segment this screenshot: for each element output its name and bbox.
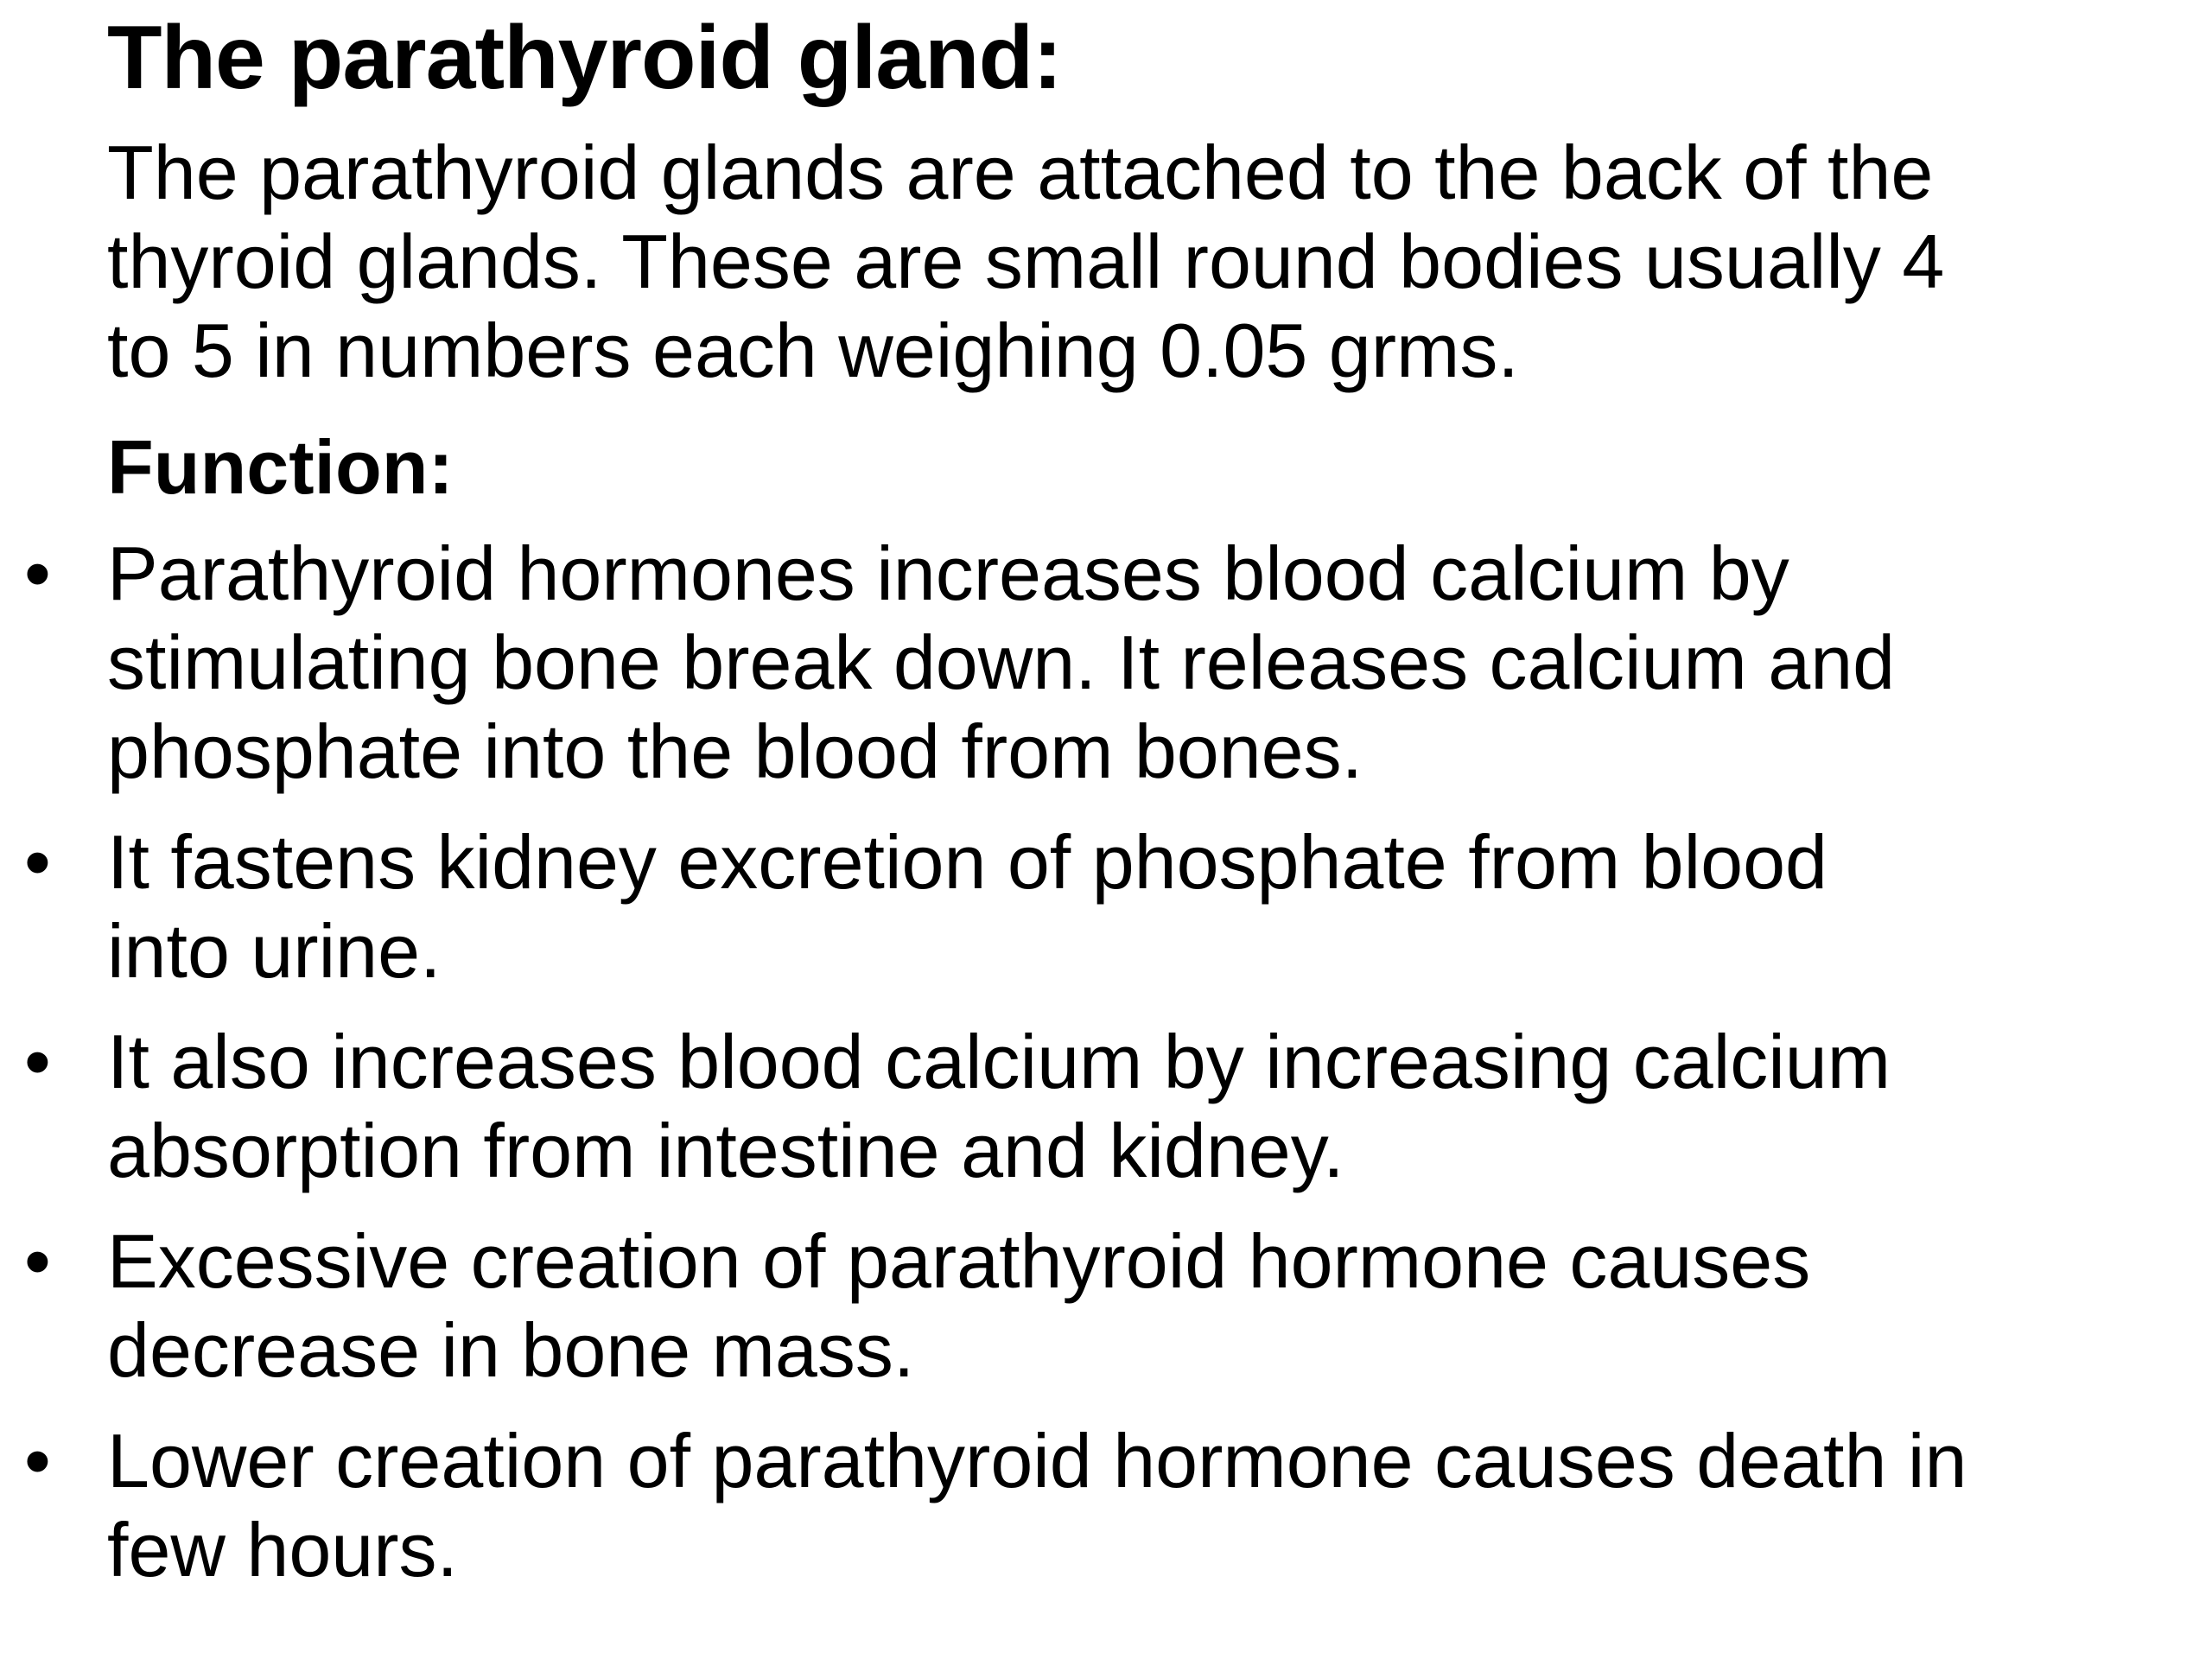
slide-title: The parathyroid gland: (107, 8, 1062, 108)
bullet-line: few hours. (107, 1507, 458, 1592)
bullet-item (0, 817, 2212, 995)
bullet-line: into urine. (107, 908, 442, 994)
intro-line: thyroid glands. These are small round bodies usually 4 (107, 219, 1945, 304)
intro-line: to 5 in numbers each weighing 0.05 grms. (107, 308, 1519, 393)
bullet-line: Excessive creation of parathyroid hormone causes (107, 1218, 1811, 1304)
bullet-line: Parathyroid hormones increases blood calcium by (107, 531, 1789, 616)
bullet-item (0, 529, 2212, 796)
function-bullet-list (0, 529, 2212, 1616)
bullet-dot: • (24, 531, 51, 616)
bullet-dot: • (24, 819, 51, 905)
function-heading: Function: (107, 424, 454, 510)
bullet-line: It also increases blood calcium by increasing calcium (107, 1019, 1891, 1104)
bullet-dot: • (24, 1019, 51, 1104)
bullet-line: phosphate into the blood from bones. (107, 709, 1363, 794)
bullet-item (0, 1217, 2212, 1395)
bullet-dot: • (24, 1218, 51, 1304)
bullet-line: decrease in bone mass. (107, 1307, 915, 1393)
bullet-line: stimulating bone break down. It releases calcium and (107, 620, 1896, 705)
bullet-line: absorption from intestine and kidney. (107, 1108, 1344, 1193)
bullet-dot: • (24, 1418, 51, 1503)
bullet-line: It fastens kidney excretion of phosphate from blood (107, 819, 1827, 905)
intro-line: The parathyroid glands are attached to the back of the (107, 130, 1934, 215)
intro-paragraph (107, 128, 2198, 395)
bullet-line: Lower creation of parathyroid hormone causes death in (107, 1418, 1967, 1503)
bullet-item (0, 1017, 2212, 1195)
bullet-item (0, 1416, 2212, 1594)
